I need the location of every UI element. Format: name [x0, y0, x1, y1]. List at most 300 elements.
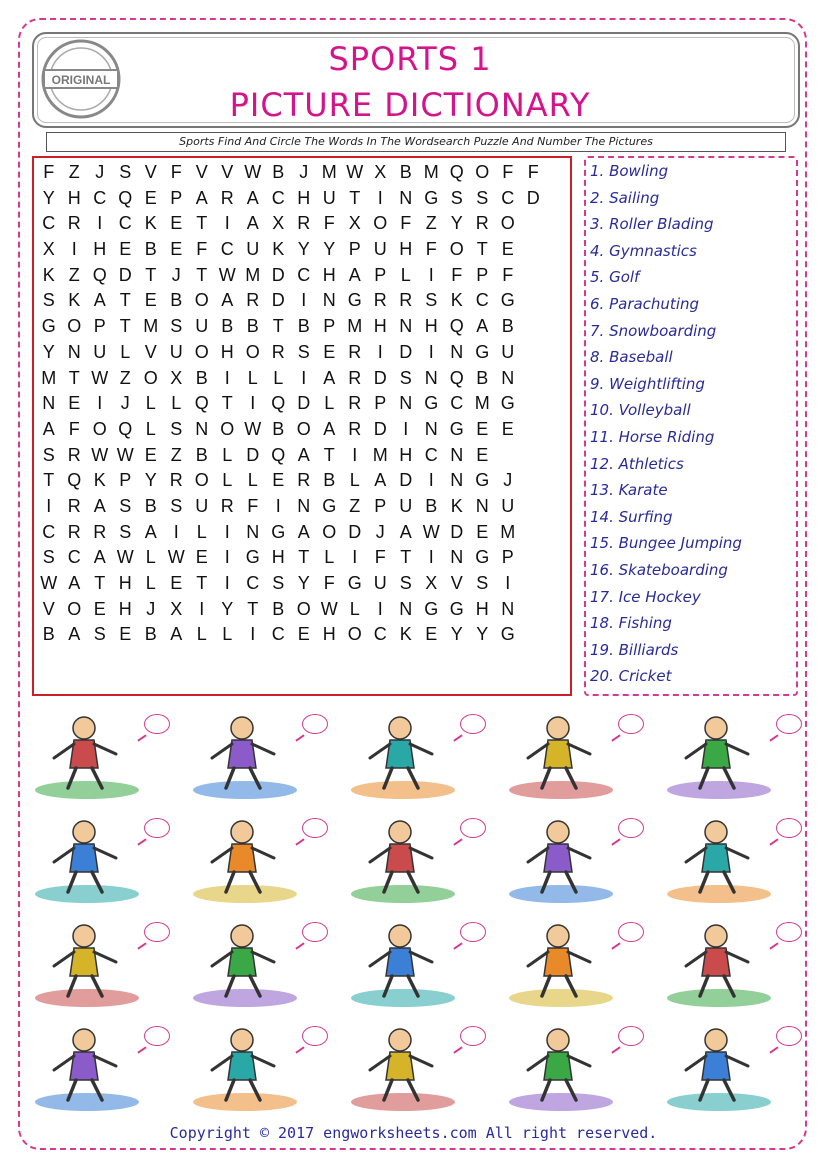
grid-letter[interactable]: O: [296, 418, 311, 439]
grid-letter[interactable]: N: [424, 418, 438, 439]
grid-letter[interactable]: I: [377, 187, 383, 208]
grid-letter[interactable]: G: [271, 521, 286, 542]
grid-letter[interactable]: E: [323, 341, 336, 362]
grid-letter[interactable]: L: [324, 547, 335, 568]
grid-letter[interactable]: W: [40, 573, 58, 593]
grid-letter[interactable]: G: [475, 341, 490, 362]
grid-letter[interactable]: I: [403, 418, 409, 439]
grid-letter[interactable]: R: [373, 290, 387, 311]
grid-letter[interactable]: U: [195, 495, 209, 516]
grid-letter[interactable]: M: [143, 316, 159, 337]
grid-letter[interactable]: O: [475, 162, 490, 182]
grid-letter[interactable]: A: [195, 187, 208, 208]
grid-letter[interactable]: B: [476, 367, 489, 388]
grid-letter[interactable]: E: [425, 624, 438, 645]
grid-letter[interactable]: E: [144, 444, 157, 465]
grid-letter[interactable]: [521, 597, 547, 623]
grid-letter[interactable]: J: [95, 162, 105, 182]
grid-letter[interactable]: T: [145, 264, 157, 285]
grid-letter[interactable]: B: [170, 290, 183, 311]
grid-letter[interactable]: Z: [68, 162, 80, 182]
grid-letter[interactable]: C: [501, 187, 515, 208]
grid-letter[interactable]: E: [170, 213, 183, 234]
grid-letter[interactable]: P: [501, 547, 514, 568]
grid-letter[interactable]: G: [449, 418, 464, 439]
grid-letter[interactable]: R: [399, 290, 413, 311]
grid-letter[interactable]: O: [67, 316, 82, 337]
grid-letter[interactable]: [521, 417, 547, 443]
grid-letter[interactable]: P: [170, 187, 183, 208]
grid-letter[interactable]: Y: [42, 187, 55, 208]
grid-letter[interactable]: E: [297, 624, 310, 645]
grid-letter[interactable]: H: [297, 187, 311, 208]
grid-letter[interactable]: C: [42, 213, 56, 234]
grid-letter[interactable]: [521, 622, 547, 648]
grid-letter[interactable]: Q: [194, 393, 209, 414]
grid-letter[interactable]: C: [67, 547, 81, 568]
grid-letter[interactable]: I: [173, 521, 179, 542]
grid-letter[interactable]: A: [68, 624, 81, 645]
grid-letter[interactable]: T: [400, 547, 412, 568]
grid-letter[interactable]: L: [120, 341, 131, 362]
grid-letter[interactable]: Y: [450, 624, 463, 645]
grid-letter[interactable]: A: [93, 495, 106, 516]
answer-bubble[interactable]: [460, 1026, 486, 1046]
grid-letter[interactable]: R: [348, 393, 362, 414]
grid-letter[interactable]: I: [428, 341, 434, 362]
grid-letter[interactable]: T: [298, 547, 310, 568]
grid-letter[interactable]: A: [399, 521, 412, 542]
grid-letter[interactable]: I: [224, 367, 230, 388]
grid-letter[interactable]: F: [196, 239, 208, 260]
grid-letter[interactable]: R: [348, 341, 362, 362]
grid-letter[interactable]: D: [348, 521, 362, 542]
grid-letter[interactable]: P: [323, 316, 336, 337]
grid-letter[interactable]: Y: [42, 341, 55, 362]
answer-bubble[interactable]: [144, 818, 170, 838]
grid-letter[interactable]: S: [399, 367, 412, 388]
grid-letter[interactable]: I: [428, 470, 434, 491]
grid-letter[interactable]: L: [145, 547, 156, 568]
grid-letter[interactable]: P: [374, 264, 387, 285]
grid-letter[interactable]: I: [224, 547, 230, 568]
grid-letter[interactable]: S: [119, 162, 132, 182]
grid-letter[interactable]: V: [195, 162, 208, 182]
answer-bubble[interactable]: [776, 1026, 802, 1046]
answer-bubble[interactable]: [618, 922, 644, 942]
grid-letter[interactable]: V: [450, 573, 463, 593]
grid-letter[interactable]: L: [145, 418, 156, 439]
grid-letter[interactable]: E: [119, 239, 132, 260]
grid-letter[interactable]: W: [244, 162, 262, 182]
grid-letter[interactable]: E: [195, 547, 208, 568]
grid-letter[interactable]: Z: [425, 213, 437, 234]
grid-letter[interactable]: R: [67, 213, 81, 234]
grid-letter[interactable]: U: [501, 495, 515, 516]
grid-letter[interactable]: B: [297, 316, 310, 337]
grid-letter[interactable]: G: [347, 573, 362, 593]
grid-letter[interactable]: W: [218, 264, 236, 285]
grid-letter[interactable]: D: [526, 187, 540, 208]
grid-letter[interactable]: Q: [67, 470, 82, 491]
grid-letter[interactable]: X: [170, 598, 183, 619]
grid-letter[interactable]: P: [119, 470, 132, 491]
grid-letter[interactable]: N: [297, 495, 311, 516]
grid-letter[interactable]: [521, 314, 547, 340]
grid-letter[interactable]: Q: [449, 367, 464, 388]
grid-letter[interactable]: S: [450, 187, 463, 208]
grid-letter[interactable]: T: [247, 598, 259, 619]
grid-letter[interactable]: R: [67, 521, 81, 542]
grid-letter[interactable]: T: [196, 573, 208, 593]
grid-letter[interactable]: I: [224, 573, 230, 593]
grid-letter[interactable]: B: [195, 444, 208, 465]
grid-letter[interactable]: [521, 391, 547, 417]
grid-letter[interactable]: L: [349, 470, 360, 491]
grid-letter[interactable]: C: [42, 521, 56, 542]
grid-letter[interactable]: R: [220, 495, 234, 516]
grid-letter[interactable]: N: [42, 393, 56, 414]
grid-letter[interactable]: W: [346, 162, 364, 182]
grid-letter[interactable]: M: [245, 264, 261, 285]
grid-letter[interactable]: G: [475, 547, 490, 568]
grid-letter[interactable]: U: [373, 573, 387, 593]
grid-letter[interactable]: O: [449, 239, 464, 260]
grid-letter[interactable]: F: [43, 162, 55, 182]
grid-letter[interactable]: G: [424, 598, 439, 619]
answer-bubble[interactable]: [618, 1026, 644, 1046]
grid-letter[interactable]: [521, 211, 547, 237]
grid-letter[interactable]: B: [501, 316, 514, 337]
grid-letter[interactable]: G: [424, 393, 439, 414]
grid-letter[interactable]: T: [323, 444, 335, 465]
grid-letter[interactable]: N: [67, 341, 81, 362]
grid-letter[interactable]: K: [399, 624, 412, 645]
grid-letter[interactable]: O: [143, 367, 158, 388]
grid-letter[interactable]: A: [297, 444, 310, 465]
grid-letter[interactable]: N: [450, 341, 464, 362]
grid-letter[interactable]: P: [93, 316, 106, 337]
grid-letter[interactable]: S: [297, 341, 310, 362]
grid-letter[interactable]: U: [322, 187, 336, 208]
grid-letter[interactable]: W: [320, 598, 338, 619]
grid-letter[interactable]: V: [144, 162, 157, 182]
grid-letter[interactable]: [521, 288, 547, 314]
grid-letter[interactable]: I: [301, 367, 307, 388]
grid-letter[interactable]: K: [68, 290, 81, 311]
grid-letter[interactable]: B: [221, 316, 234, 337]
grid-letter[interactable]: I: [224, 521, 230, 542]
grid-letter[interactable]: T: [94, 573, 106, 593]
grid-letter[interactable]: C: [424, 444, 438, 465]
grid-letter[interactable]: J: [375, 521, 385, 542]
grid-letter[interactable]: I: [199, 598, 205, 619]
grid-letter[interactable]: H: [271, 547, 285, 568]
grid-letter[interactable]: G: [475, 470, 490, 491]
grid-letter[interactable]: E: [501, 239, 514, 260]
grid-letter[interactable]: T: [349, 187, 361, 208]
grid-letter[interactable]: V: [42, 598, 55, 619]
grid-letter[interactable]: K: [93, 470, 106, 491]
grid-letter[interactable]: K: [144, 213, 157, 234]
grid-letter[interactable]: P: [374, 495, 387, 516]
grid-letter[interactable]: L: [247, 367, 258, 388]
grid-letter[interactable]: E: [170, 239, 183, 260]
grid-letter[interactable]: I: [505, 573, 511, 593]
grid-letter[interactable]: T: [196, 264, 208, 285]
grid-letter[interactable]: W: [91, 444, 109, 465]
grid-letter[interactable]: N: [399, 187, 413, 208]
grid-letter[interactable]: E: [476, 418, 489, 439]
grid-letter[interactable]: S: [170, 418, 183, 439]
grid-letter[interactable]: K: [42, 264, 55, 285]
answer-bubble[interactable]: [618, 714, 644, 734]
grid-letter[interactable]: L: [222, 470, 233, 491]
grid-letter[interactable]: U: [93, 341, 107, 362]
grid-letter[interactable]: X: [272, 213, 285, 234]
grid-letter[interactable]: R: [220, 187, 234, 208]
grid-letter[interactable]: F: [502, 264, 514, 285]
grid-letter[interactable]: Q: [118, 187, 133, 208]
grid-letter[interactable]: A: [170, 624, 183, 645]
grid-letter[interactable]: N: [322, 290, 336, 311]
grid-letter[interactable]: B: [272, 598, 285, 619]
grid-letter[interactable]: C: [93, 187, 107, 208]
grid-letter[interactable]: B: [399, 162, 412, 182]
grid-letter[interactable]: F: [502, 162, 514, 182]
grid-letter[interactable]: T: [196, 213, 208, 234]
grid-letter[interactable]: A: [93, 290, 106, 311]
grid-letter[interactable]: H: [399, 444, 413, 465]
grid-letter[interactable]: M: [500, 521, 516, 542]
grid-letter[interactable]: O: [500, 213, 515, 234]
grid-letter[interactable]: F: [374, 547, 386, 568]
grid-letter[interactable]: T: [119, 316, 131, 337]
grid-letter[interactable]: O: [92, 418, 107, 439]
grid-letter[interactable]: W: [167, 547, 185, 568]
grid-letter[interactable]: Z: [119, 367, 131, 388]
grid-letter[interactable]: H: [322, 264, 336, 285]
grid-letter[interactable]: T: [119, 290, 131, 311]
grid-letter[interactable]: G: [449, 598, 464, 619]
grid-letter[interactable]: A: [323, 367, 336, 388]
grid-letter[interactable]: K: [272, 239, 285, 260]
grid-letter[interactable]: O: [373, 213, 388, 234]
grid-letter[interactable]: T: [272, 316, 284, 337]
grid-letter[interactable]: S: [170, 495, 183, 516]
grid-letter[interactable]: R: [271, 341, 285, 362]
answer-bubble[interactable]: [302, 818, 328, 838]
grid-letter[interactable]: V: [221, 162, 234, 182]
grid-letter[interactable]: Q: [92, 264, 107, 285]
grid-letter[interactable]: W: [116, 444, 134, 465]
grid-letter[interactable]: G: [245, 547, 260, 568]
grid-letter[interactable]: I: [97, 213, 103, 234]
grid-letter[interactable]: E: [501, 418, 514, 439]
grid-letter[interactable]: W: [91, 367, 109, 388]
grid-letter[interactable]: A: [246, 187, 259, 208]
grid-letter[interactable]: D: [399, 341, 413, 362]
grid-letter[interactable]: N: [424, 367, 438, 388]
grid-letter[interactable]: A: [323, 418, 336, 439]
grid-letter[interactable]: U: [169, 341, 183, 362]
grid-letter[interactable]: A: [221, 290, 234, 311]
grid-letter[interactable]: J: [171, 264, 181, 285]
grid-letter[interactable]: A: [68, 573, 81, 593]
grid-letter[interactable]: I: [46, 495, 52, 516]
grid-letter[interactable]: L: [273, 367, 284, 388]
grid-letter[interactable]: G: [424, 187, 439, 208]
grid-letter[interactable]: H: [67, 187, 81, 208]
grid-letter[interactable]: X: [374, 162, 387, 182]
grid-letter[interactable]: I: [428, 547, 434, 568]
grid-letter[interactable]: E: [170, 573, 183, 593]
grid-letter[interactable]: A: [297, 521, 310, 542]
grid-letter[interactable]: L: [171, 393, 182, 414]
grid-letter[interactable]: N: [450, 444, 464, 465]
grid-letter[interactable]: I: [224, 213, 230, 234]
grid-letter[interactable]: S: [119, 521, 132, 542]
grid-letter[interactable]: B: [272, 418, 285, 439]
grid-letter[interactable]: F: [170, 162, 182, 182]
grid-letter[interactable]: B: [272, 162, 285, 182]
grid-letter[interactable]: T: [68, 367, 80, 388]
grid-letter[interactable]: B: [42, 624, 55, 645]
grid-letter[interactable]: K: [450, 290, 463, 311]
grid-letter[interactable]: L: [196, 624, 207, 645]
grid-letter[interactable]: J: [299, 162, 309, 182]
grid-letter[interactable]: S: [119, 495, 132, 516]
grid-letter[interactable]: B: [246, 316, 259, 337]
grid-letter[interactable]: J: [503, 470, 513, 491]
grid-letter[interactable]: H: [220, 341, 234, 362]
grid-letter[interactable]: S: [170, 316, 183, 337]
grid-letter[interactable]: B: [425, 495, 438, 516]
grid-letter[interactable]: Y: [450, 213, 463, 234]
grid-letter[interactable]: M: [372, 444, 388, 465]
grid-letter[interactable]: N: [246, 521, 260, 542]
answer-bubble[interactable]: [144, 1026, 170, 1046]
answer-bubble[interactable]: [144, 922, 170, 942]
grid-letter[interactable]: C: [450, 393, 464, 414]
grid-letter[interactable]: M: [321, 162, 337, 182]
grid-letter[interactable]: D: [373, 367, 387, 388]
grid-letter[interactable]: E: [476, 521, 489, 542]
grid-letter[interactable]: P: [348, 239, 361, 260]
grid-letter[interactable]: R: [67, 444, 81, 465]
grid-letter[interactable]: I: [352, 547, 358, 568]
grid-letter[interactable]: R: [169, 470, 183, 491]
grid-letter[interactable]: F: [527, 162, 539, 182]
grid-letter[interactable]: X: [42, 239, 55, 260]
grid-letter[interactable]: U: [246, 239, 260, 260]
grid-letter[interactable]: L: [145, 393, 156, 414]
grid-letter[interactable]: X: [348, 213, 361, 234]
answer-bubble[interactable]: [302, 1026, 328, 1046]
grid-letter[interactable]: Y: [476, 624, 489, 645]
grid-letter[interactable]: B: [195, 367, 208, 388]
grid-letter[interactable]: Q: [449, 316, 464, 337]
grid-letter[interactable]: W: [422, 521, 440, 542]
grid-letter[interactable]: F: [400, 213, 412, 234]
grid-letter[interactable]: H: [373, 316, 387, 337]
answer-bubble[interactable]: [460, 818, 486, 838]
grid-letter[interactable]: [521, 520, 547, 546]
grid-letter[interactable]: E: [144, 290, 157, 311]
grid-letter[interactable]: Z: [349, 495, 361, 516]
grid-letter[interactable]: R: [297, 470, 311, 491]
grid-letter[interactable]: I: [97, 393, 103, 414]
grid-letter[interactable]: T: [221, 393, 233, 414]
grid-letter[interactable]: B: [323, 470, 336, 491]
grid-letter[interactable]: H: [475, 598, 489, 619]
grid-letter[interactable]: S: [272, 573, 285, 593]
grid-letter[interactable]: [521, 571, 547, 597]
grid-letter[interactable]: A: [476, 316, 489, 337]
grid-letter[interactable]: O: [245, 341, 260, 362]
grid-letter[interactable]: Y: [144, 470, 157, 491]
grid-letter[interactable]: T: [43, 470, 55, 491]
grid-letter[interactable]: V: [144, 341, 157, 362]
grid-letter[interactable]: A: [42, 418, 55, 439]
grid-letter[interactable]: I: [428, 264, 434, 285]
grid-letter[interactable]: G: [322, 495, 337, 516]
grid-letter[interactable]: Q: [271, 393, 286, 414]
grid-letter[interactable]: O: [220, 418, 235, 439]
grid-letter[interactable]: A: [93, 547, 106, 568]
grid-letter[interactable]: Z: [68, 264, 80, 285]
grid-letter[interactable]: N: [195, 418, 209, 439]
answer-bubble[interactable]: [776, 818, 802, 838]
grid-letter[interactable]: U: [399, 495, 413, 516]
grid-letter[interactable]: I: [352, 444, 358, 465]
grid-letter[interactable]: A: [144, 521, 157, 542]
grid-letter[interactable]: N: [475, 495, 489, 516]
grid-letter[interactable]: L: [222, 624, 233, 645]
grid-letter[interactable]: E: [272, 470, 285, 491]
answer-bubble[interactable]: [144, 714, 170, 734]
grid-letter[interactable]: C: [220, 239, 234, 260]
grid-letter[interactable]: O: [194, 470, 209, 491]
grid-letter[interactable]: S: [425, 290, 438, 311]
grid-letter[interactable]: U: [501, 341, 515, 362]
grid-letter[interactable]: G: [500, 393, 515, 414]
grid-letter[interactable]: O: [194, 341, 209, 362]
grid-letter[interactable]: N: [501, 598, 515, 619]
grid-letter[interactable]: D: [271, 264, 285, 285]
grid-letter[interactable]: W: [116, 547, 134, 568]
grid-letter[interactable]: M: [423, 162, 439, 182]
grid-letter[interactable]: N: [501, 367, 515, 388]
grid-letter[interactable]: W: [244, 418, 262, 439]
grid-letter[interactable]: O: [322, 521, 337, 542]
grid-letter[interactable]: C: [246, 573, 260, 593]
grid-letter[interactable]: F: [323, 573, 335, 593]
grid-letter[interactable]: N: [450, 547, 464, 568]
grid-letter[interactable]: A: [374, 470, 387, 491]
grid-letter[interactable]: I: [301, 290, 307, 311]
grid-letter[interactable]: P: [374, 393, 387, 414]
grid-letter[interactable]: Q: [449, 162, 464, 182]
grid-letter[interactable]: O: [194, 290, 209, 311]
grid-letter[interactable]: N: [450, 470, 464, 491]
grid-letter[interactable]: L: [324, 393, 335, 414]
grid-letter[interactable]: S: [93, 624, 106, 645]
grid-letter[interactable]: U: [373, 239, 387, 260]
grid-letter[interactable]: D: [297, 393, 311, 414]
grid-letter[interactable]: J: [146, 598, 156, 619]
grid-letter[interactable]: E: [119, 624, 132, 645]
